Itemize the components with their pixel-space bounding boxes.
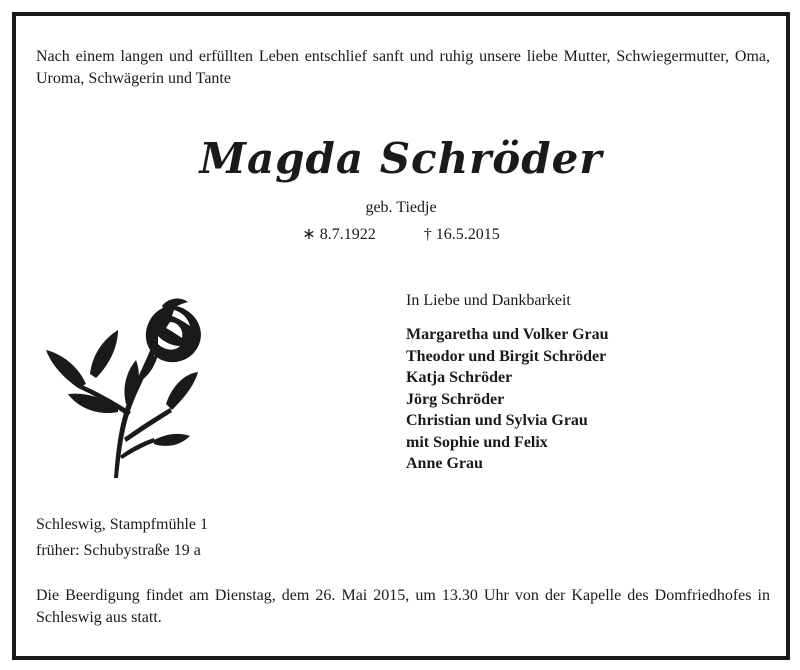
deceased-name: Magda Schröder (199, 134, 603, 183)
rose-icon (38, 288, 208, 478)
mourners-block (406, 292, 776, 475)
mourner-name: Margaretha und Volker Grau (406, 326, 609, 343)
intro-text: Nach einem langen und erfüllten Leben entschlief sanft und ruhig unsere liebe Mutter, Schwiegermutter, Oma, Uroma, Schwägerin und Tante (36, 48, 770, 87)
mourner-name: Jörg Schröder (406, 390, 505, 408)
mourner-list (406, 324, 776, 475)
death-date: † 16.5.2015 (423, 226, 500, 243)
funeral-info: Die Beerdigung findet am Dienstag, dem 26. Mai 2015, um 13.30 Uhr von der Kapelle des Domfriedhofes in Schleswig aus statt. (36, 587, 770, 626)
address-block (36, 512, 208, 564)
birth-date: ∗ 8.7.1922 (302, 226, 376, 243)
birth-name: geb. Tiedje (365, 199, 437, 216)
current-address: Schleswig, Stampfmühle 1 (36, 516, 208, 533)
thanks-line: In Liebe und Dankbarkeit (406, 292, 571, 309)
obituary-notice (12, 12, 790, 660)
mourner-name: Katja Schröder (406, 369, 513, 386)
mourner-name: Anne Grau (406, 455, 483, 472)
mourner-name: Christian und Sylvia Grau (406, 412, 588, 429)
life-dates (16, 224, 786, 244)
mourner-name: Theodor und Birgit Schröder (406, 347, 607, 365)
former-address: früher: Schubystraße 19 a (36, 542, 201, 559)
mourner-name: mit Sophie und Felix (406, 433, 548, 451)
